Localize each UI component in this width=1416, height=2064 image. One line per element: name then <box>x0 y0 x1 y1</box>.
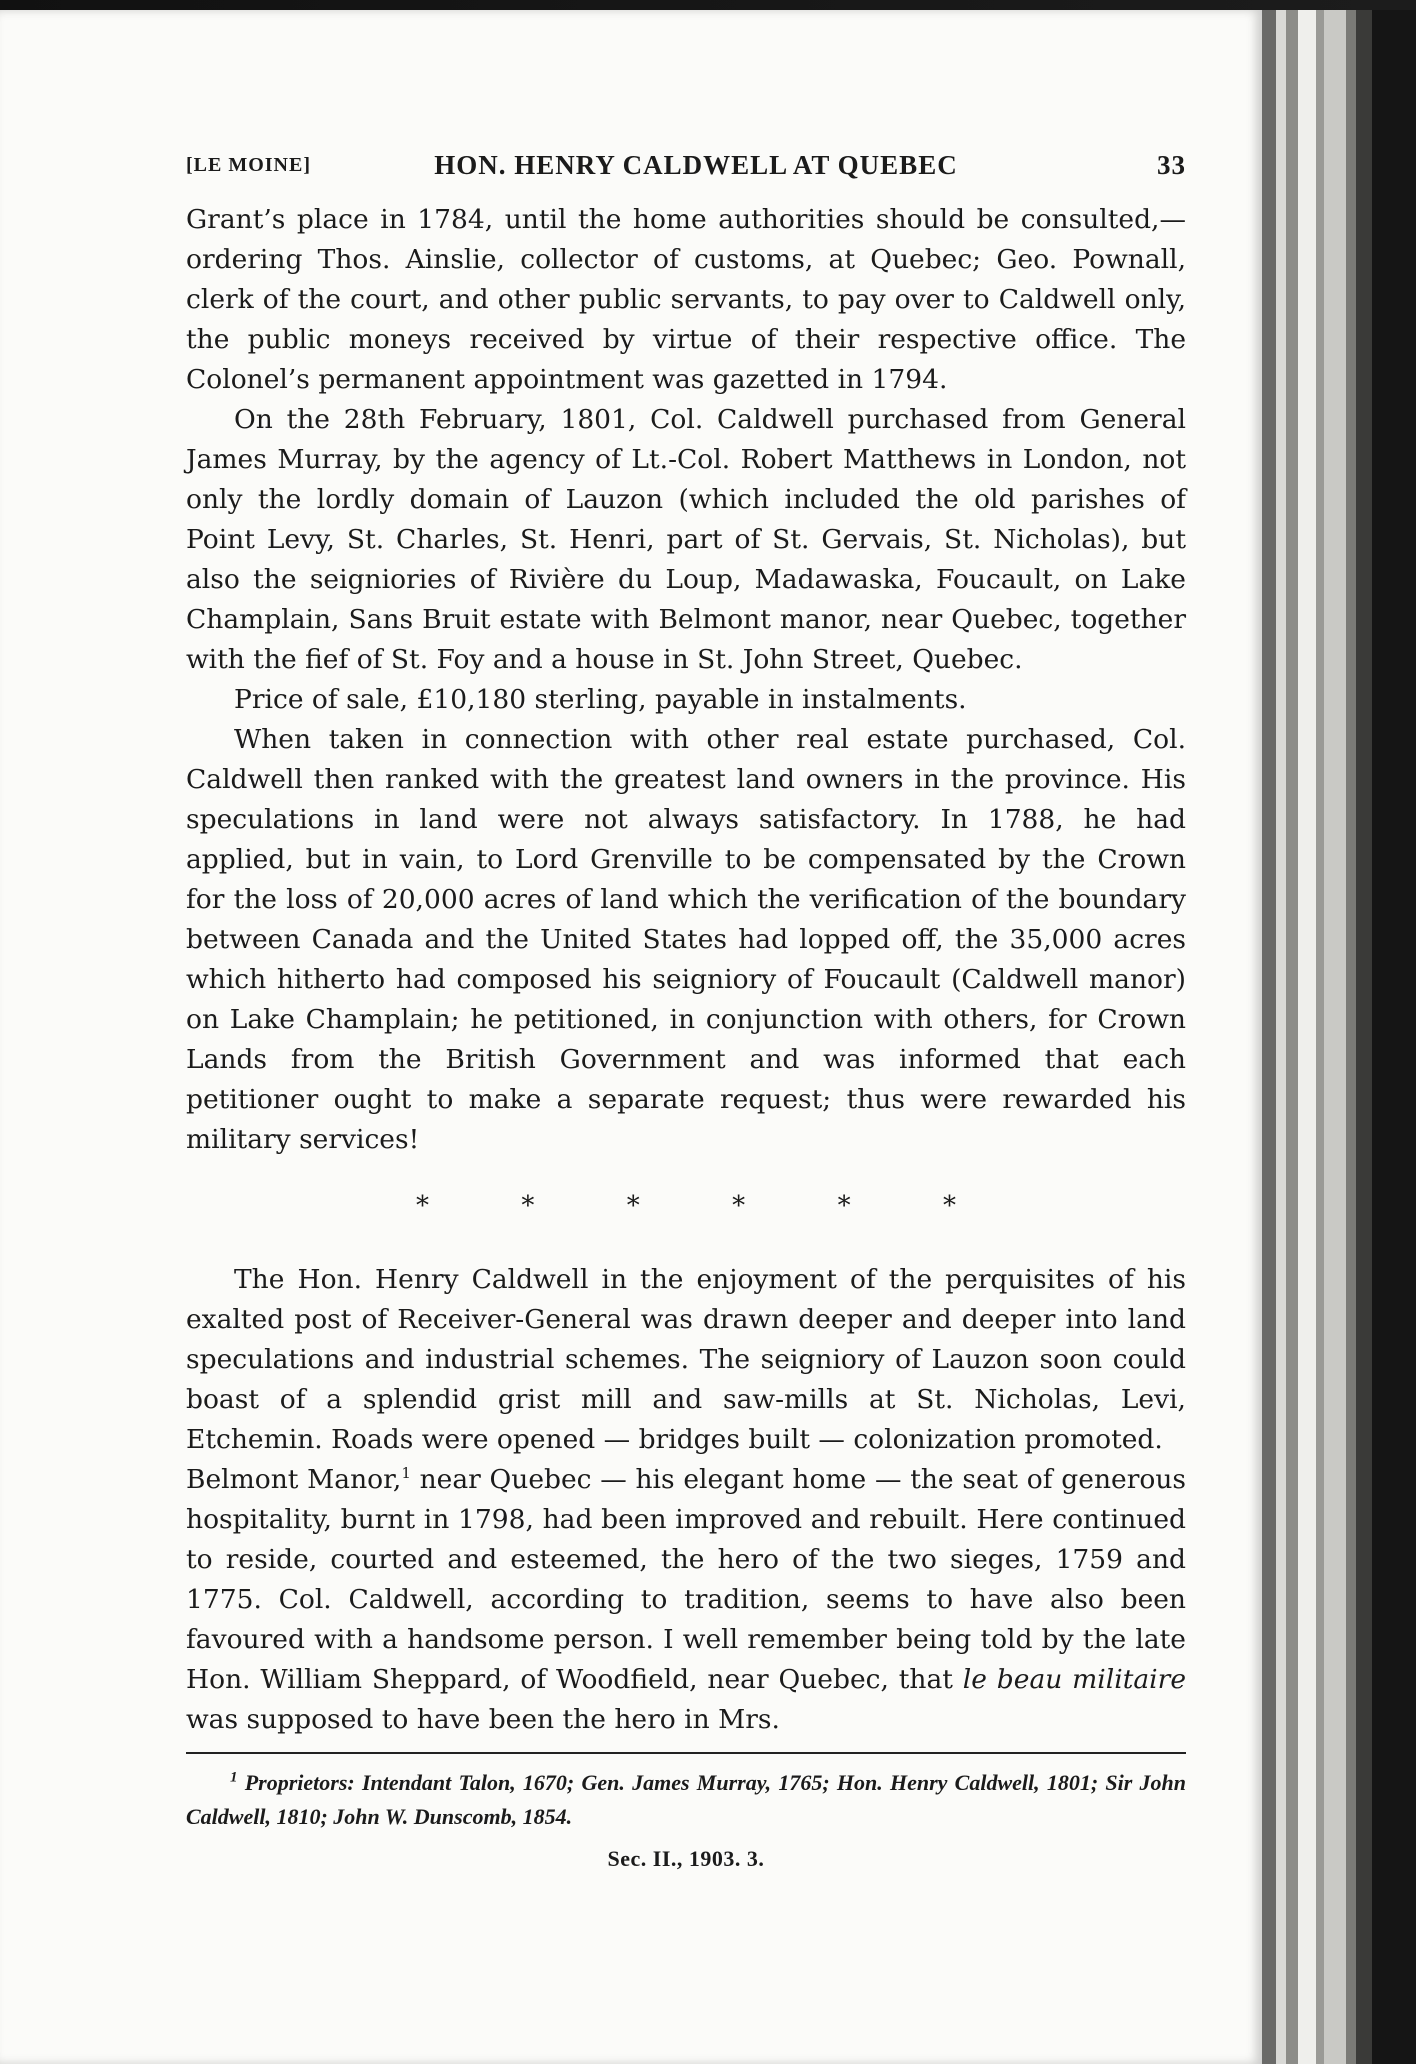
star: * <box>521 1191 535 1221</box>
footnote-mark: 1 <box>230 1769 238 1786</box>
paragraph: Grant’s place in 1784, until the home authorities should be consulted,— ordering Thos. Ainslie, collector of customs, at Quebec; Geo. Pownall, clerk of the court, and other public servants, to pay over to Caldwell only, the public moneys received by virtue of their respective office. The Colonel’s permanent appointment was gazetted in 1794. <box>186 204 1186 395</box>
belmont-start: Belmont Manor, <box>186 1464 402 1495</box>
running-head-author: [LE MOINE] <box>186 154 311 176</box>
footnote-reference: 1 <box>401 1464 411 1483</box>
star: * <box>942 1191 956 1221</box>
paragraph: Price of sale, £10,180 sterling, payable in instalments. <box>234 684 967 715</box>
star: * <box>837 1191 851 1221</box>
paragraph-belmont <box>186 1460 1186 1740</box>
star: * <box>732 1191 746 1221</box>
section-break-stars <box>416 1186 956 1226</box>
italic-phrase: le beau militaire <box>962 1664 1186 1695</box>
star: * <box>416 1191 429 1221</box>
page-content <box>186 150 1186 1872</box>
running-head-title: HON. HENRY CALDWELL AT QUEBEC <box>434 150 958 180</box>
paragraph: The Hon. Henry Caldwell in the enjoyment of the perquisites of his exalted post of Receiver-General was drawn deeper and deeper into land speculations and industrial schemes. The seigniory of Lauzon soon could boast of a splendid grist mill and saw-mills at St. Nicholas, Levi, Etchemin. Roads were opened — bridges built — colonization promoted. <box>186 1264 1186 1455</box>
belmont-text: near Quebec — his elegant home — the seat of generous hospitality, burnt in 1798, had been improved and rebuilt. Here continued to reside, courted and esteemed, the hero of the two sieges, 1759 and 1775. Col. Caldwell, according to tradition, seems to have also been favoured with a handsome person. I well remember being told by the late Hon. William Sheppard, of Woodfield, near Quebec, that <box>186 1464 1186 1695</box>
page-number: 33 <box>1157 150 1186 180</box>
paragraph: On the 28th February, 1801, Col. Caldwell purchased from General James Murray, by the agency of Lt.-Col. Robert Matthews in London, not only the lordly domain of Lauzon (which included the old parishes of Point Levy, St. Charles, St. Henri, part of St. Gervais, St. Nicholas), but also the seigniories of Rivière du Loup, Madawaska, Foucault, on Lake Champlain, Sans Bruit estate with Belmont manor, near Quebec, together with the fief of St. Foy and a house in St. John Street, Quebec. <box>186 404 1186 675</box>
signature-line: Sec. II., 1903. 3. <box>607 1846 765 1871</box>
footnote <box>186 1766 1186 1834</box>
running-head <box>186 150 1186 200</box>
footnote-divider <box>186 1752 1186 1754</box>
belmont-text-end: was supposed to have been the hero in Mrs. <box>186 1704 780 1735</box>
paragraph: When taken in connection with other real estate purchased, Col. Caldwell then ranked with the greatest land owners in the province. His speculations in land were not always satisfactory. In 1788, he had applied, but in vain, to Lord Grenville to be compensated by the Crown for the loss of 20,000 acres of land which the verification of the boundary between Canada and the United States had lopped off, the 35,000 acres which hitherto had composed his seigniory of Foucault (Caldwell manor) on Lake Champlain; he petitioned, in conjunction with others, for Crown Lands from the British Government and was informed that each petitioner ought to make a separate request; thus were rewarded his military services! <box>186 724 1186 1155</box>
body-text <box>186 200 1186 1740</box>
book-page <box>0 10 1262 2064</box>
footnote-text: Proprietors: Intendant Talon, 1670; Gen. James Murray, 1765; Hon. Henry Caldwell, 1801; Sir John Caldwell, 1810; John W. Dunscomb, 1854. <box>186 1770 1186 1829</box>
book-edge <box>1262 10 1416 2064</box>
star: * <box>626 1191 640 1221</box>
